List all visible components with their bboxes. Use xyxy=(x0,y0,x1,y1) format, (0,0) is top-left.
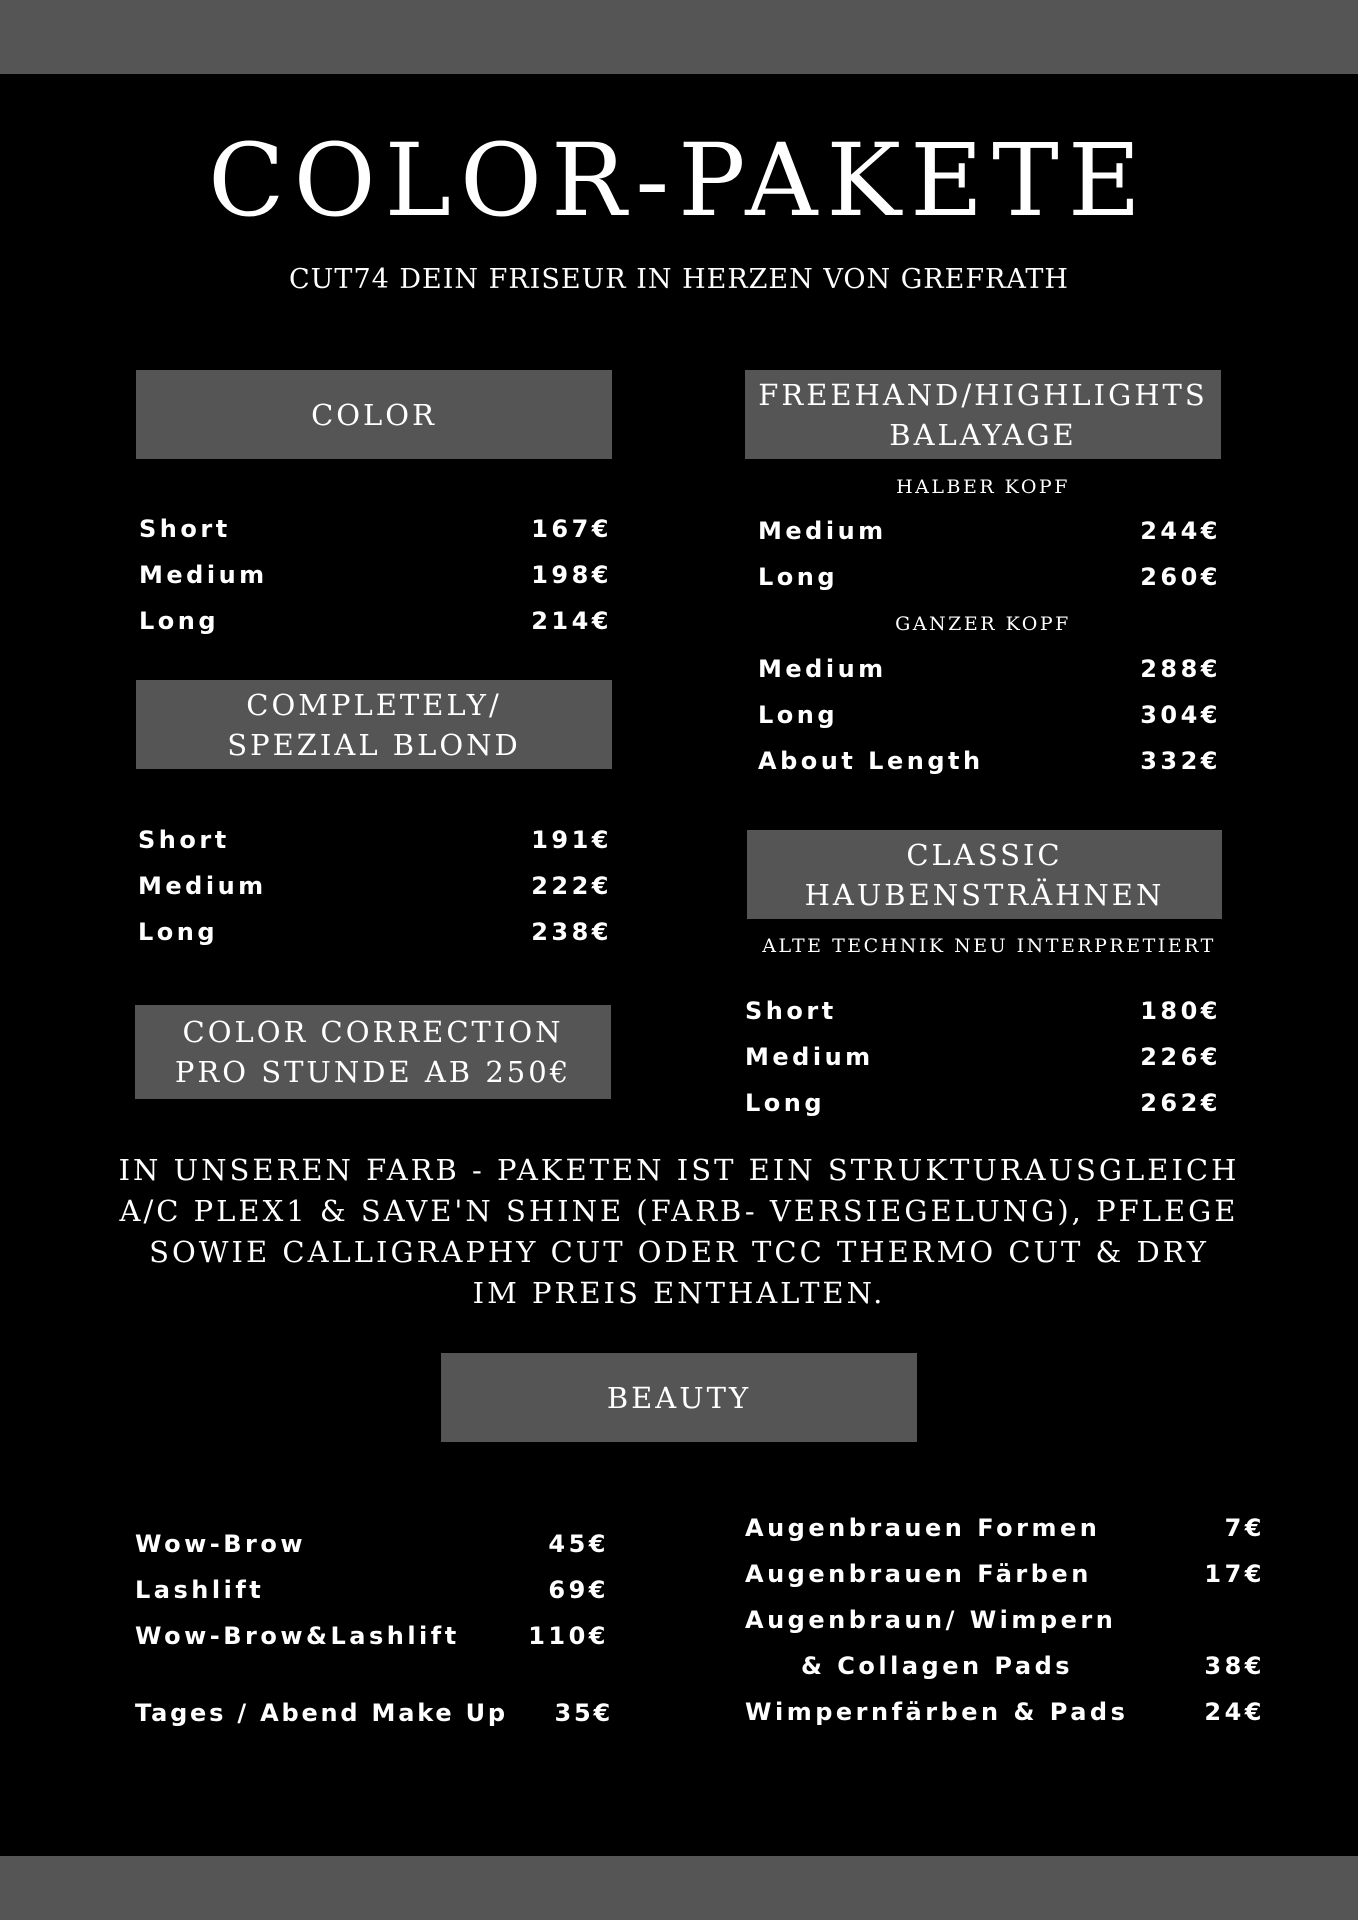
freehand-heading-line1: FREEHAND/HIGHLIGHTS xyxy=(758,377,1208,412)
price-value: 24€ xyxy=(1204,1698,1265,1726)
price-label: Wow-Brow&Lashlift xyxy=(135,1622,460,1650)
classic-heading-line1: CLASSIC xyxy=(906,837,1063,872)
info-line: IM PREIS ENTHALTEN. xyxy=(472,1276,886,1310)
price-label: About Length xyxy=(758,747,984,775)
price-label: Medium xyxy=(745,1043,874,1071)
price-label: Wimpernfärben & Pads xyxy=(745,1698,1129,1726)
price-label: Wow-Brow xyxy=(135,1530,307,1558)
blond-heading-line1: COMPLETELY/ xyxy=(246,687,502,722)
price-value: 7€ xyxy=(1224,1514,1265,1542)
price-value: 69€ xyxy=(548,1576,609,1604)
price-label: Medium xyxy=(758,655,887,683)
info-line: IN UNSEREN FARB - PAKETEN IST EIN STRUKTURAUSGLEICH xyxy=(118,1153,1240,1187)
price-label: Short xyxy=(139,515,231,543)
beauty-heading: BEAUTY xyxy=(606,1380,752,1415)
price-value: 191€ xyxy=(531,826,612,854)
price-label: Long xyxy=(745,1089,826,1117)
price-label: Medium xyxy=(139,561,268,589)
price-row xyxy=(135,1694,613,1732)
color-heading: COLOR xyxy=(311,397,437,432)
price-row xyxy=(135,1571,609,1609)
price-row xyxy=(139,602,612,640)
price-label: Short xyxy=(138,826,230,854)
price-value: 45€ xyxy=(548,1530,609,1558)
full-head-label: GANZER KOPF xyxy=(895,613,1071,635)
price-value: 180€ xyxy=(1140,997,1221,1025)
price-value: 288€ xyxy=(1140,655,1221,683)
top-band xyxy=(0,0,1358,74)
price-label: Tages / Abend Make Up xyxy=(135,1699,508,1727)
blond-heading-box xyxy=(136,680,612,769)
price-value: 304€ xyxy=(1140,701,1221,729)
price-label: Augenbrauen Färben xyxy=(745,1560,1092,1588)
half-head-label: HALBER KOPF xyxy=(896,476,1070,498)
price-label: Long xyxy=(758,701,839,729)
price-row xyxy=(138,867,612,905)
correction-line2: PRO STUNDE AB 250€ xyxy=(174,1055,572,1089)
info-line: A/C PLEX1 & SAVE'N SHINE (FARB- VERSIEGELUNG), PFLEGE xyxy=(119,1194,1239,1228)
price-value: 110€ xyxy=(528,1622,609,1650)
bottom-band xyxy=(0,1856,1358,1920)
beauty-heading-box xyxy=(441,1353,917,1442)
price-row xyxy=(758,696,1221,734)
price-label: Lashlift xyxy=(135,1576,265,1604)
price-label: Medium xyxy=(758,517,887,545)
freehand-heading-line2: BALAYAGE xyxy=(889,417,1077,452)
color-heading-box xyxy=(136,370,612,459)
price-value: 332€ xyxy=(1140,747,1221,775)
info-line: SOWIE CALLIGRAPHY CUT ODER TCC THERMO CUT & DRY xyxy=(149,1235,1209,1269)
price-label: Long xyxy=(758,563,839,591)
price-value: 167€ xyxy=(531,515,612,543)
classic-heading-box xyxy=(747,830,1222,919)
price-label: Long xyxy=(139,607,220,635)
classic-heading-line2: HAUBENSTRÄHNEN xyxy=(804,877,1165,912)
price-label: Medium xyxy=(138,872,267,900)
price-row xyxy=(138,821,612,859)
price-row xyxy=(801,1647,1265,1685)
price-row xyxy=(758,742,1221,780)
price-row xyxy=(745,1509,1265,1547)
page-title: COLOR-PAKETE xyxy=(208,122,1150,239)
price-row xyxy=(758,650,1221,688)
price-value: 262€ xyxy=(1140,1089,1221,1117)
price-row xyxy=(745,992,1221,1030)
price-value: 260€ xyxy=(1140,563,1221,591)
blond-heading-line2: SPEZIAL BLOND xyxy=(227,727,521,762)
price-label: Augenbraun/ Wimpern xyxy=(745,1606,1117,1634)
price-value: 17€ xyxy=(1204,1560,1265,1588)
price-value: 35€ xyxy=(554,1699,613,1727)
price-value: 238€ xyxy=(531,918,612,946)
price-row xyxy=(138,913,612,951)
price-label: Long xyxy=(138,918,219,946)
price-label: & Collagen Pads xyxy=(801,1652,1074,1680)
freehand-heading-box xyxy=(745,370,1221,459)
price-value: 214€ xyxy=(531,607,612,635)
color-correction-box xyxy=(135,1005,611,1099)
price-value: 38€ xyxy=(1204,1652,1265,1680)
price-row xyxy=(135,1617,609,1655)
price-row xyxy=(139,510,612,548)
price-row xyxy=(745,1601,1265,1639)
price-value: 198€ xyxy=(531,561,612,589)
price-row xyxy=(745,1693,1265,1731)
price-value: 222€ xyxy=(531,872,612,900)
price-row xyxy=(135,1525,609,1563)
info-paragraph xyxy=(0,1150,1358,1314)
price-row xyxy=(745,1555,1265,1593)
price-row xyxy=(758,512,1221,550)
price-label: Short xyxy=(745,997,837,1025)
classic-note: ALTE TECHNIK NEU INTERPRETIERT xyxy=(762,935,1216,957)
price-label: Augenbrauen Formen xyxy=(745,1514,1101,1542)
price-value: 226€ xyxy=(1140,1043,1221,1071)
price-row xyxy=(745,1038,1221,1076)
price-row xyxy=(139,556,612,594)
page-subtitle: CUT74 DEIN FRISEUR IN HERZEN VON GREFRATH xyxy=(289,264,1069,295)
correction-line1: COLOR CORRECTION xyxy=(182,1015,564,1049)
price-value: 244€ xyxy=(1140,517,1221,545)
price-row xyxy=(745,1084,1221,1122)
price-row xyxy=(758,558,1221,596)
